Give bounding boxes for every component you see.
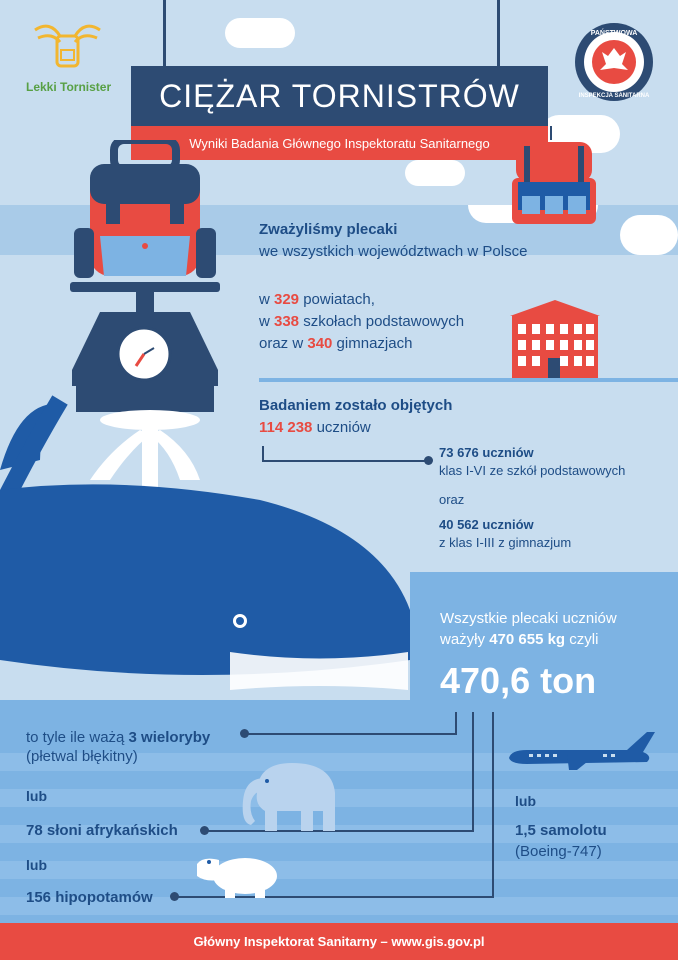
- backpack-on-scale-icon: [70, 140, 220, 415]
- connector-line: [455, 712, 457, 734]
- cloud: [620, 215, 678, 255]
- cloud: [225, 18, 295, 48]
- group2-count: 40 562 uczniów: [439, 517, 534, 532]
- page-title: CIĘŻAR TORNISTRÓW: [131, 66, 548, 126]
- whale-icon: [0, 390, 412, 702]
- total-tons: 470,6 ton: [440, 660, 597, 701]
- elephant-icon: [237, 753, 347, 833]
- section1-line2: we wszystkich województwach w Polsce: [259, 243, 528, 260]
- connector-dot: [424, 456, 433, 465]
- winged-backpack-icon: [30, 18, 105, 78]
- connector-dot: [170, 892, 179, 901]
- total-weight-line1: Wszystkie plecaki uczniów: [440, 610, 617, 627]
- footer[interactable]: Główny Inspektorat Sanitarny – www.gis.gov.pl: [0, 923, 678, 960]
- hippo-icon: [193, 850, 283, 900]
- sanitary-inspection-logo: [574, 22, 654, 102]
- small-backpack-icon: [508, 138, 600, 226]
- whales-comparison: to tyle ile ważą 3 wieloryby: [26, 729, 211, 746]
- oraz-label: oraz: [439, 492, 465, 507]
- elephants-comparison: 78 słoni afrykańskich: [26, 822, 178, 839]
- stat-gymnasiums: oraz w 340 gimnazjach: [259, 335, 413, 352]
- group1-desc: klas I-VI ze szkół podstawowych: [439, 463, 626, 478]
- airplane-icon: [507, 728, 657, 772]
- divider: [259, 378, 678, 382]
- or-label: lub: [515, 793, 536, 809]
- connector-line: [245, 733, 457, 735]
- total-weight-line2: ważyły 470 655 kg czyli: [440, 631, 599, 648]
- whales-sub: (płetwal błękitny): [26, 748, 138, 765]
- hippos-comparison: 156 hipopotamów: [26, 889, 153, 906]
- planes-comparison: 1,5 samolotu: [515, 822, 607, 839]
- group2-desc: z klas I-III z gimnazjum: [439, 535, 572, 550]
- page-subtitle: Wyniki Badania Głównego Inspektoratu Sanitarnego: [131, 126, 548, 160]
- school-building-icon: [510, 298, 600, 380]
- connector-line: [492, 712, 494, 898]
- connector-dot: [200, 826, 209, 835]
- connector-line: [472, 712, 474, 832]
- section1-line1: Zważyliśmy plecaki: [259, 221, 398, 238]
- or-label: lub: [26, 788, 47, 804]
- stat-primary-schools: w 338 szkołach podstawowych: [259, 313, 465, 330]
- connector-dot: [240, 729, 249, 738]
- section3-total: 114 238 uczniów: [259, 419, 371, 436]
- logo-label: Lekki Tornister: [26, 80, 112, 94]
- logo-bottom-text: INSPEKCJA SANITARNA: [578, 93, 650, 99]
- divider: [410, 572, 678, 576]
- group1-count: 73 676 uczniów: [439, 445, 534, 460]
- planes-sub: (Boeing-747): [515, 843, 602, 860]
- lekki-tornister-logo: [26, 18, 112, 103]
- stat-districts: w 329 powiatach,: [259, 291, 375, 308]
- logo-top-text: PAŃSTWOWA: [590, 30, 638, 37]
- or-label: lub: [26, 857, 47, 873]
- cloud: [405, 160, 465, 186]
- hanging-rope: [163, 0, 166, 66]
- section3-heading: Badaniem zostało objętych: [259, 397, 453, 414]
- hanging-rope: [497, 0, 500, 66]
